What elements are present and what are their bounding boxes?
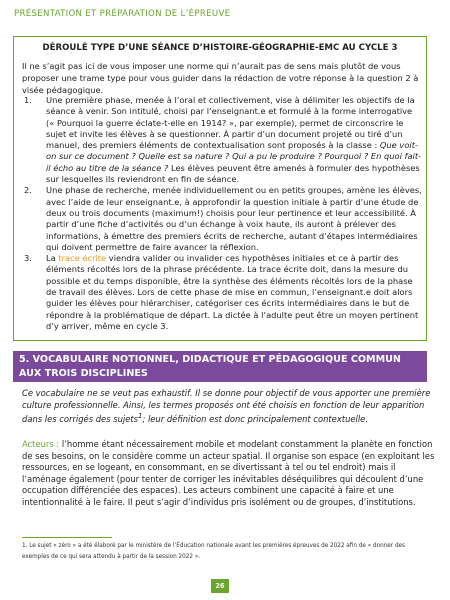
step-item <box>22 253 422 332</box>
section-intro <box>22 388 436 425</box>
step-prefix: La <box>46 253 59 264</box>
box-intro: Il ne s’agit pas ici de vous imposer une norme qui n’aurait pas de sens mais plutôt de vous proposer une trame type pour vous guider dans la rédaction de votre réponse à la question 2 à visée pédagogique. <box>22 61 419 95</box>
page-number: 26 <box>211 579 229 593</box>
footnote-ref[interactable]: 1 <box>138 412 143 420</box>
step-text: viendra valider ou invalider ces hypothèses initiales et ce à partir des éléments récoltés lors de la phrase précédente. La trace écrite doit, dans la mesure du possible et du temps disponible, être la synthèse des éléments récoltés lors de la phase de travail des élèves. Lors de cette phase de mise en commun, l’enseignant.e doit alors guider les élèves pour hiérarchiser, catégoriser ces écrits intermédiaires dans le but de répondre à la problématique de départ. La dictée à l’adulte peut être un moyen pertinent d’y arriver, même en cycle 3. <box>46 253 419 331</box>
footnote-divider <box>22 537 112 538</box>
step-number: 1. <box>24 95 32 105</box>
section-intro-text-end: ; leur définition est donc principalement contextuelle. <box>142 413 369 424</box>
step-item <box>22 185 422 253</box>
course-outline-box <box>13 36 427 341</box>
section-heading: 5. VOCABULAIRE NOTIONNEL, DIDACTIQUE ET PÉDAGOGIQUE COMMUN AUX TROIS DISCIPLINES <box>13 351 427 382</box>
trace-ecrite-term: trace écrite <box>58 253 107 264</box>
steps-list <box>22 95 422 332</box>
running-head: PRÉSENTATION ET PRÉPARATION DE L’ÉPREUVE <box>14 9 231 19</box>
step-text: Une phase de recherche, menée individuellement ou en petits groupes, amène les élèves, avec l’aide de leur enseignant.e, à approfondir la question initiale à partir d’une étude de deux ou trois documents (maximum!) choisis pour leur pertinence et leur accessibilité. À partir d’une fiche d’activités ou d’un échange à voix haute, ils auront à prélever des informations, à émettre des premiers écrits de recherche, autant d’étapes intermédiaires qui doivent permettre de faire avancer la réflexion. <box>46 185 422 252</box>
step-number: 2. <box>24 185 32 196</box>
step-number: 3. <box>24 253 32 264</box>
glossary-term: Acteurs : <box>22 439 60 449</box>
glossary-entry-acteurs <box>22 439 436 509</box>
step-questions: Que voit-on sur ce document ? Quelle est sa nature ? Qui a pu le produire ? Pourquoi ? En quoi fait-il écho au titre de la séance ? <box>46 140 422 173</box>
section-intro-text: Ce vocabulaire ne se veut pas exhaustif. Il se donne pour objectif de vous apporter une première culture professionnelle. Ainsi, les termes proposés ont été choisis en fonction de leur apparition dans les corrigés des sujets <box>22 388 431 424</box>
step-text-end: Les élèves peuvent être amenés à formuler des hypothèses sur lesquelles ils reviendront en fin de séance. <box>46 162 420 185</box>
glossary-definition: l’homme étant nécessairement mobile et modelant constamment la planète en fonction de ses besoins, on le considère comme un acteur spatial. Il organise son espace (en exploitant les ressources, en se logeant, en consommant, en se divertissant à tel ou tel endroit) mais il l’aménage également (pour tenter de corriger les inévitables déséquilibres qui découlent d’une occupation différenciée des espaces). Les acteurs combinent une capacité à faire et une intentionnalité à le faire. Il peut s’agir d’individus pris isolément ou de groupes, d’institutions. <box>22 439 435 507</box>
box-title: DÉROULÉ TYPE D’UNE SÉANCE D’HISTOIRE-GÉOGRAPHIE-EMC AU CYCLE 3 <box>42 43 398 53</box>
step-text: Une première phase, menée à l’oral et collectivement, vise à délimiter les objectifs de la séance à venir. Son intitulé, choisi par l’enseignant.e et formulé à la forme interrogative (« Pourquoi la guerre éclate-t-elle en 1914? », par exemple), permet de circonscrire le sujet et invite les élèves à se questionner. À partir d’un document projeté ou tiré d’un manuel, des premiers éléments de contextualisation sont proposés à la classe : <box>46 95 415 151</box>
footnote: 1. Le sujet « zéro » a été élaboré par le ministère de l’Éducation nationale avant les premières épreuves de 2022 afin de « donner des exemples de ce qui sera attendu à partir de la session 2022 ». <box>22 543 406 560</box>
step-item <box>22 95 422 185</box>
